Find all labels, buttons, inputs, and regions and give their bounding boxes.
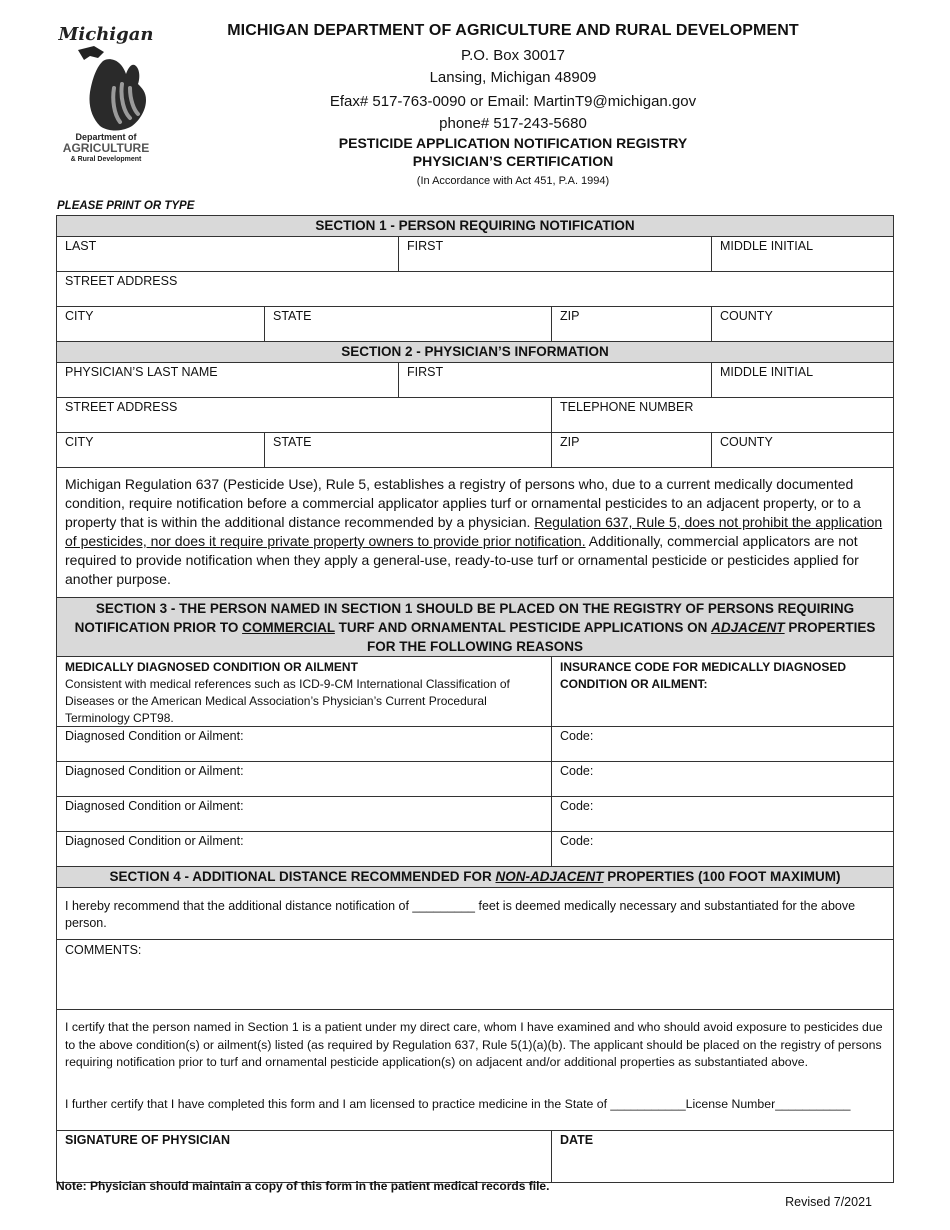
section1-heading: SECTION 1 - PERSON REQUIRING NOTIFICATION: [57, 216, 893, 237]
records-note: Note: Physician should maintain a copy of this form in the patient medical records file.: [56, 1179, 550, 1193]
s1-first-field[interactable]: FIRST: [399, 237, 712, 271]
condition-field[interactable]: Diagnosed Condition or Ailment:: [57, 832, 552, 866]
s1-street-field[interactable]: STREET ADDRESS: [65, 274, 178, 288]
logo-script: Michigan: [58, 24, 154, 45]
form-title: PESTICIDE APPLICATION NOTIFICATION REGISTRY: [338, 135, 688, 151]
svg-text:Department of: Department of: [75, 132, 137, 142]
svg-text:& Rural Development: & Rural Development: [70, 156, 142, 163]
s1-state-field[interactable]: STATE: [265, 307, 552, 341]
agency-name: MICHIGAN DEPARTMENT OF AGRICULTURE AND RURAL DEVELOPMENT: [227, 22, 799, 39]
certification-form: [56, 215, 894, 1183]
po-box: P.O. Box 30017: [461, 47, 565, 64]
condition-header: MEDICALLY DIAGNOSED CONDITION OR AILMENT Consistent with medical references such as ICD-9-CM International Classification of Diseases or the American Medical Association’s Physician’s Current Procedural Terminology CPT98.: [57, 657, 552, 726]
section3-heading: SECTION 3 - THE PERSON NAMED IN SECTION 1 SHOULD BE PLACED ON THE REGISTRY OF PERSONS REQUIRING NOTIFICATION PRIOR TO COMMERCIAL TURF AND ORNAMENTAL PESTICIDE APPLICATIONS ON ADJACENT PROPERTIES FOR THE FOLLOWING REASONS: [57, 598, 893, 657]
code-field[interactable]: Code:: [560, 834, 594, 848]
revision-date: Revised 7/2021: [785, 1195, 872, 1209]
condition-field[interactable]: Diagnosed Condition or Ailment:: [57, 762, 552, 796]
s1-zip-field[interactable]: ZIP: [552, 307, 712, 341]
comments-field[interactable]: COMMENTS:: [57, 940, 893, 1010]
s2-city-field[interactable]: CITY: [57, 433, 265, 467]
license-statement[interactable]: I further certify that I have completed this form and I am licensed to practice medicine in the State of ___________License Number___________: [65, 1097, 851, 1111]
s2-state-field[interactable]: STATE: [265, 433, 552, 467]
phone-line: phone# 517-243-5680: [439, 115, 587, 132]
form-subtitle: PHYSICIAN’S CERTIFICATION: [412, 153, 614, 169]
s2-first-field[interactable]: FIRST: [399, 363, 712, 397]
certify-text: I certify that the person named in Section 1 is a patient under my direct care, whom I have examined and who should avoid exposure to pesticides due to the above condition(s) or ailment(s) listed (as required by Regulation 637, Rule 5(1)(a)(b). The applicant should be placed on the registry of persons requiring notification prior to turf and ornamental pesticide application(s) on adjacent and/or additional properties as substantiated above.: [65, 1020, 883, 1069]
section4-heading: SECTION 4 - ADDITIONAL DISTANCE RECOMMENDED FOR NON-ADJACENT PROPERTIES (100 FOOT MAXIMUM): [57, 867, 893, 888]
regulation-paragraph: Michigan Regulation 637 (Pesticide Use), Rule 5, establishes a registry of persons who, due to a current medically documented condition, require notification before a commercial applicator applies turf or ornamental pesticides to an adjacent property, or to a property that is within the additional distance recommended by a physician. Regulation 637, Rule 5, does not prohibit the application of pesticides, nor does it require private property owners to provide prior notification. Additionally, commercial applicators are not required to provide notification when they apply a general-use, ready-to-use turf or ornamental pesticide or pesticides applied for another purpose.: [57, 468, 893, 598]
s2-county-field[interactable]: COUNTY: [720, 435, 773, 449]
s1-middle-field[interactable]: MIDDLE INITIAL: [720, 239, 814, 253]
s1-county-field[interactable]: COUNTY: [720, 309, 773, 323]
s2-telephone-field[interactable]: TELEPHONE NUMBER: [560, 400, 694, 414]
code-field[interactable]: Code:: [560, 764, 594, 778]
s2-middle-field[interactable]: MIDDLE INITIAL: [720, 365, 814, 379]
mdard-logo: [56, 18, 156, 166]
s2-street-field[interactable]: STREET ADDRESS: [57, 398, 552, 432]
certification-statement: [57, 1010, 893, 1131]
s1-last-field[interactable]: LAST: [57, 237, 399, 271]
act-note: (In Accordance with Act 451, P.A. 1994): [416, 175, 610, 187]
print-instruction: PLEASE PRINT OR TYPE: [57, 200, 195, 212]
s2-zip-field[interactable]: ZIP: [552, 433, 712, 467]
code-field[interactable]: Code:: [560, 729, 594, 743]
insurance-code-header: INSURANCE CODE FOR MEDICALLY DIAGNOSED CONDITION OR AILMENT:: [560, 660, 847, 691]
s2-last-field[interactable]: PHYSICIAN’S LAST NAME: [57, 363, 399, 397]
date-field[interactable]: DATE: [560, 1133, 594, 1147]
s1-city-field[interactable]: CITY: [57, 307, 265, 341]
section2-heading: SECTION 2 - PHYSICIAN’S INFORMATION: [57, 342, 893, 363]
distance-recommendation[interactable]: I hereby recommend that the additional distance notification of _________ feet is deemed medically necessary and substantiated for the above person.: [57, 888, 893, 940]
contact-line: Efax# 517-763-0090 or Email: MartinT9@michigan.gov: [329, 93, 697, 110]
signature-field[interactable]: SIGNATURE OF PHYSICIAN: [57, 1131, 552, 1182]
code-field[interactable]: Code:: [560, 799, 594, 813]
condition-field[interactable]: Diagnosed Condition or Ailment:: [57, 727, 552, 761]
city-state: Lansing, Michigan 48909: [429, 69, 597, 86]
svg-text:AGRICULTURE: AGRICULTURE: [62, 141, 150, 155]
condition-field[interactable]: Diagnosed Condition or Ailment:: [57, 797, 552, 831]
